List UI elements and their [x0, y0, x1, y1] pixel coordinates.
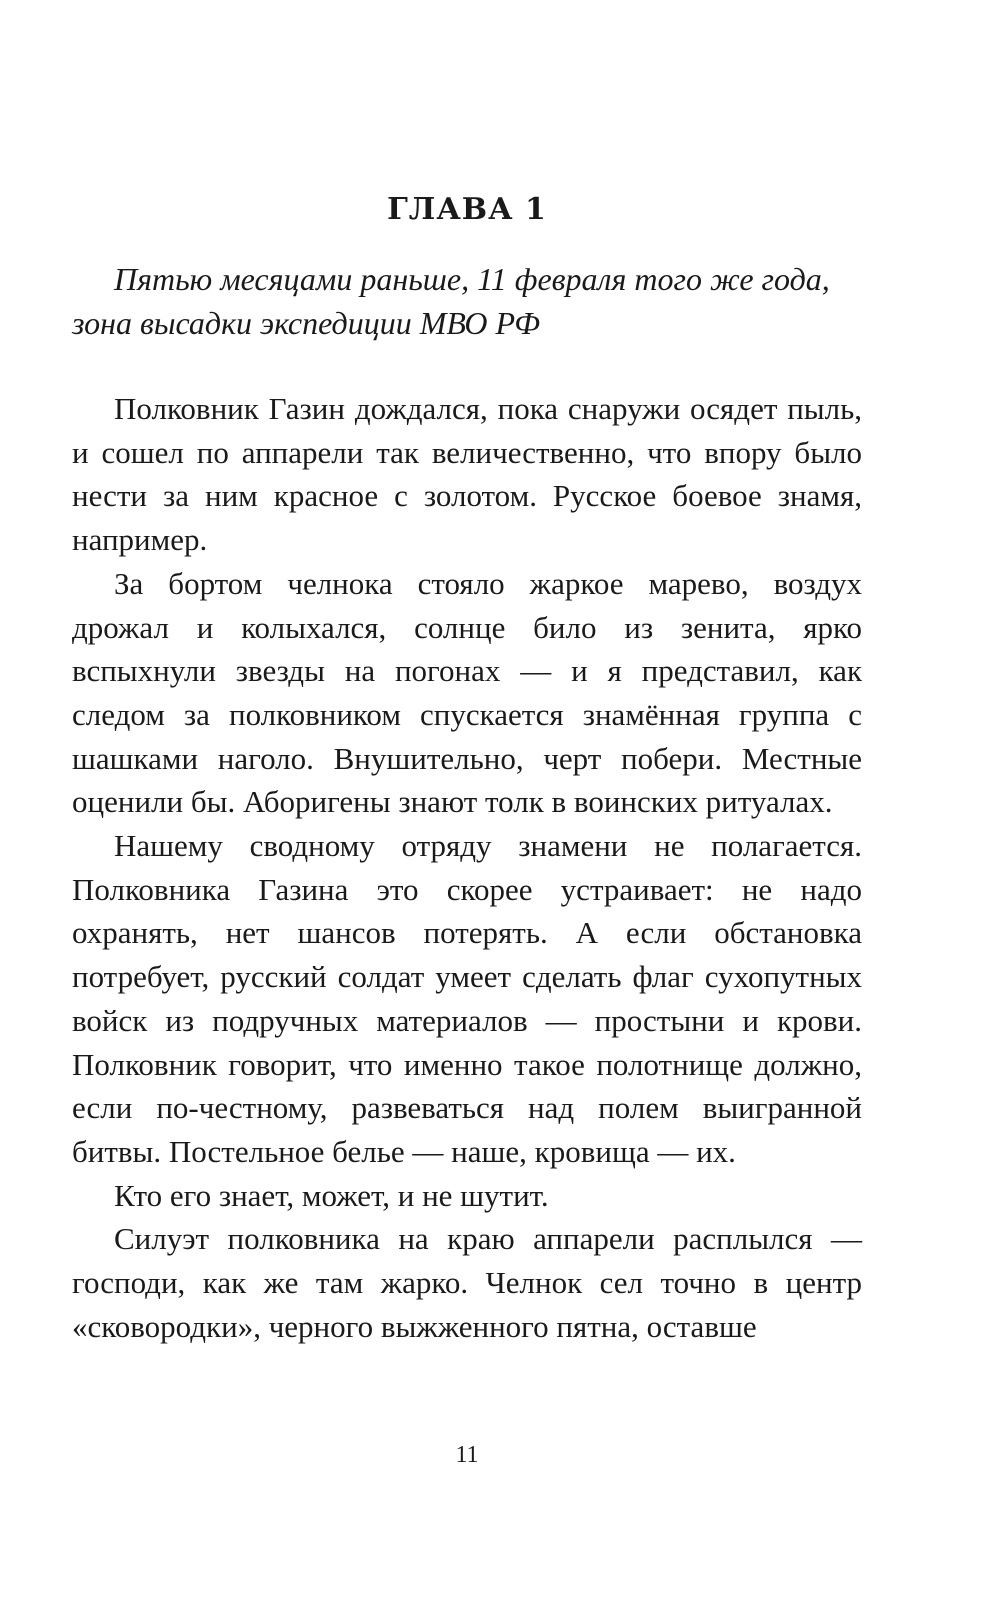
chapter-epigraph [72, 257, 862, 345]
book-page [72, 0, 862, 1613]
epigraph-line-1: Пятью месяцами раньше, 11 февраля того же года, [114, 261, 830, 297]
paragraph: Кто его знает, может, и не шутит. [114, 1177, 549, 1213]
epigraph-line-2: зона высадки экспедиции МВО РФ [72, 305, 540, 341]
paragraph: Нашему сводному отряду знамени не полагается. Полковника Газина это скорее устраивает: не надо охранять, нет шансов потерять. А если обстановка потребует, русский солдат умеет сделать флаг сухопутных войск из подручных материалов — простыни и крови. Полковник говорит, что именно такое полотнище должно, если по-честному, развеваться над полем выигранной битвы. Постельное белье — наше, кровища — их. [72, 828, 862, 1169]
body-text [72, 387, 862, 1348]
paragraph: За бортом челнока стояло жаркое марево, воздух дрожал и колыхался, солнце било из зенита, ярко вспыхнули звезды на погонах — и я представил, как следом за полковником спускается знамённая группа с шашками наголо. Внушительно, черт побери. Местные оценили бы. Аборигены знают толк в воинских ритуалах. [72, 565, 862, 820]
page-number: 11 [455, 1442, 479, 1468]
paragraph: Силуэт полковника на краю аппарели расплылся — господи, как же там жарко. Челнок сел точно в центр «сковородки», черного выжженного пятна, оставше [72, 1221, 862, 1344]
chapter-title: ГЛАВА 1 [387, 192, 547, 227]
paragraph: Полковник Газин дождался, пока снаружи осядет пыль, и сошел по аппарели так величественно, что впору было нести за ним красное с золотом. Русское боевое знамя, например. [72, 391, 862, 558]
